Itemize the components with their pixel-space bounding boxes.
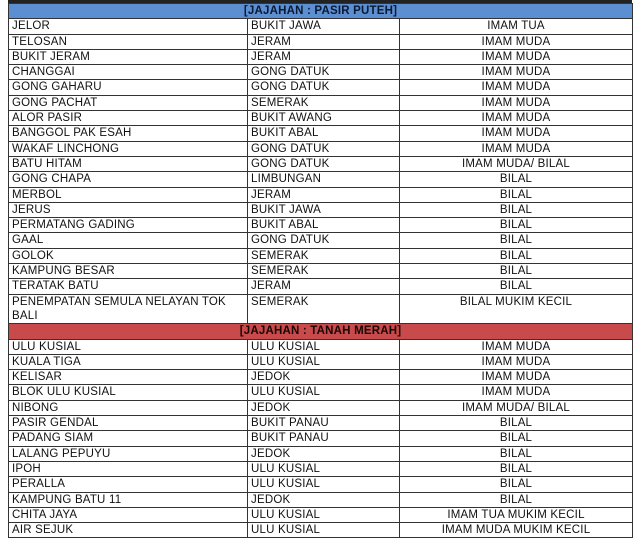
- village-cell: IPOH: [9, 461, 248, 476]
- position-cell: IMAM MUDA: [400, 49, 633, 64]
- mukim-cell: ULU KUSIAL: [248, 523, 400, 538]
- position-cell: BILAL: [400, 172, 633, 187]
- table-row: [9, 492, 633, 507]
- table-row: [9, 126, 633, 141]
- section-title: [JAJAHAN : TANAH MERAH]: [9, 324, 633, 339]
- village-cell: KELISAR: [9, 370, 248, 385]
- village-cell: PERALLA: [9, 477, 248, 492]
- mukim-cell: BUKIT PANAU: [248, 416, 400, 431]
- position-cell: BILAL: [400, 264, 633, 279]
- position-cell: BILAL: [400, 416, 633, 431]
- village-cell: GONG GAHARU: [9, 80, 248, 95]
- table-row: [9, 95, 633, 110]
- mukim-cell: GONG DATUK: [248, 65, 400, 80]
- position-cell: BILAL: [400, 477, 633, 492]
- village-cell: JERUS: [9, 202, 248, 217]
- position-cell: IMAM MUDA: [400, 126, 633, 141]
- mukim-cell: ULU KUSIAL: [248, 339, 400, 354]
- position-cell: IMAM MUDA MUKIM KECIL: [400, 523, 633, 538]
- village-cell: KAMPUNG BESAR: [9, 264, 248, 279]
- table-row: [9, 370, 633, 385]
- section-header-tanah-merah: [9, 324, 633, 339]
- table-row: [9, 248, 633, 263]
- table-row: [9, 156, 633, 171]
- mukim-cell: ULU KUSIAL: [248, 354, 400, 369]
- village-cell: GAAL: [9, 233, 248, 248]
- table-row: [9, 507, 633, 522]
- village-cell: PASIR GENDAL: [9, 416, 248, 431]
- table-row: [9, 65, 633, 80]
- table-row: [9, 34, 633, 49]
- mukim-cell: BUKIT AWANG: [248, 111, 400, 126]
- village-cell: ALOR PASIR: [9, 111, 248, 126]
- position-cell: IMAM TUA: [400, 19, 633, 34]
- table-row: [9, 111, 633, 126]
- table-row: [9, 279, 633, 294]
- position-cell: BILAL: [400, 492, 633, 507]
- mukim-cell: JERAM: [248, 187, 400, 202]
- table-row: [9, 523, 633, 538]
- village-cell: BUKIT JERAM: [9, 49, 248, 64]
- table-row: [9, 416, 633, 431]
- table-row: [9, 80, 633, 95]
- position-cell: IMAM MUDA: [400, 385, 633, 400]
- village-cell: KAMPUNG BATU 11: [9, 492, 248, 507]
- position-cell: BILAL: [400, 461, 633, 476]
- position-cell: IMAM MUDA: [400, 339, 633, 354]
- village-cell: GOLOK: [9, 248, 248, 263]
- village-cell: KUALA TIGA: [9, 354, 248, 369]
- mukim-cell: SEMERAK: [248, 294, 400, 324]
- position-cell: IMAM MUDA: [400, 95, 633, 110]
- mukim-cell: JEDOK: [248, 370, 400, 385]
- position-cell: IMAM MUDA: [400, 65, 633, 80]
- table-row: [9, 172, 633, 187]
- table-row: [9, 461, 633, 476]
- mukim-cell: JERAM: [248, 279, 400, 294]
- mukim-cell: SEMERAK: [248, 95, 400, 110]
- mukim-cell: ULU KUSIAL: [248, 507, 400, 522]
- mukim-cell: ULU KUSIAL: [248, 477, 400, 492]
- mukim-cell: BUKIT JAWA: [248, 19, 400, 34]
- mukim-cell: SEMERAK: [248, 248, 400, 263]
- position-cell: IMAM MUDA: [400, 80, 633, 95]
- village-cell: ULU KUSIAL: [9, 339, 248, 354]
- position-cell: BILAL: [400, 187, 633, 202]
- position-cell: BILAL: [400, 248, 633, 263]
- position-cell: IMAM MUDA: [400, 370, 633, 385]
- village-cell: TELOSAN: [9, 34, 248, 49]
- table-row: [9, 400, 633, 415]
- table-row: [9, 339, 633, 354]
- mukim-cell: BUKIT ABAL: [248, 126, 400, 141]
- mukim-cell: JEDOK: [248, 446, 400, 461]
- table-row: [9, 446, 633, 461]
- village-cell: BATU HITAM: [9, 156, 248, 171]
- position-cell: BILAL MUKIM KECIL: [400, 294, 633, 324]
- table-row: [9, 264, 633, 279]
- mukim-cell: GONG DATUK: [248, 233, 400, 248]
- mukim-cell: BUKIT PANAU: [248, 431, 400, 446]
- table-row: [9, 187, 633, 202]
- table-row: [9, 19, 633, 34]
- position-cell: BILAL: [400, 279, 633, 294]
- table-row: [9, 477, 633, 492]
- village-cell: PENEMPATAN SEMULA NELAYAN TOK BALI: [9, 294, 248, 324]
- table-row: [9, 233, 633, 248]
- mukim-cell: GONG DATUK: [248, 80, 400, 95]
- position-cell: IMAM MUDA/ BILAL: [400, 156, 633, 171]
- village-cell: JELOR: [9, 19, 248, 34]
- mukim-cell: SEMERAK: [248, 264, 400, 279]
- village-cell: CHITA JAYA: [9, 507, 248, 522]
- position-cell: BILAL: [400, 446, 633, 461]
- mukim-cell: BUKIT ABAL: [248, 218, 400, 233]
- village-cell: WAKAF LINCHONG: [9, 141, 248, 156]
- position-cell: IMAM MUDA: [400, 354, 633, 369]
- village-cell: TERATAK BATU: [9, 279, 248, 294]
- table-row: [9, 202, 633, 217]
- mukim-cell: JERAM: [248, 34, 400, 49]
- mukim-cell: GONG DATUK: [248, 141, 400, 156]
- position-cell: IMAM TUA MUKIM KECIL: [400, 507, 633, 522]
- table-body: [9, 4, 633, 538]
- village-cell: PERMATANG GADING: [9, 218, 248, 233]
- table-row: [9, 354, 633, 369]
- mukim-cell: ULU KUSIAL: [248, 385, 400, 400]
- mukim-cell: JERAM: [248, 49, 400, 64]
- mukim-cell: BUKIT JAWA: [248, 202, 400, 217]
- table-row: [9, 385, 633, 400]
- table-row: [9, 218, 633, 233]
- position-cell: IMAM MUDA: [400, 111, 633, 126]
- table-row: [9, 49, 633, 64]
- mukim-cell: JEDOK: [248, 492, 400, 507]
- section-header-pasir-puteh: [9, 4, 633, 19]
- village-cell: LALANG PEPUYU: [9, 446, 248, 461]
- position-cell: BILAL: [400, 218, 633, 233]
- mukim-cell: ULU KUSIAL: [248, 461, 400, 476]
- position-cell: BILAL: [400, 202, 633, 217]
- village-cell: GONG CHAPA: [9, 172, 248, 187]
- mukim-cell: JEDOK: [248, 400, 400, 415]
- position-cell: IMAM MUDA: [400, 141, 633, 156]
- village-cell: PADANG SIAM: [9, 431, 248, 446]
- position-cell: IMAM MUDA: [400, 34, 633, 49]
- position-cell: BILAL: [400, 431, 633, 446]
- village-cell: GONG PACHAT: [9, 95, 248, 110]
- village-cell: NIBONG: [9, 400, 248, 415]
- mukim-cell: GONG DATUK: [248, 156, 400, 171]
- vacancy-table: [8, 3, 633, 538]
- table-row: [9, 294, 633, 324]
- position-cell: IMAM MUDA/ BILAL: [400, 400, 633, 415]
- table-row: [9, 141, 633, 156]
- village-cell: AIR SEJUK: [9, 523, 248, 538]
- mukim-cell: LIMBUNGAN: [248, 172, 400, 187]
- village-cell: BLOK ULU KUSIAL: [9, 385, 248, 400]
- village-cell: CHANGGAI: [9, 65, 248, 80]
- section-title: [JAJAHAN : PASIR PUTEH]: [9, 4, 633, 19]
- village-cell: BANGGOL PAK ESAH: [9, 126, 248, 141]
- position-cell: BILAL: [400, 233, 633, 248]
- table-row: [9, 431, 633, 446]
- village-cell: MERBOL: [9, 187, 248, 202]
